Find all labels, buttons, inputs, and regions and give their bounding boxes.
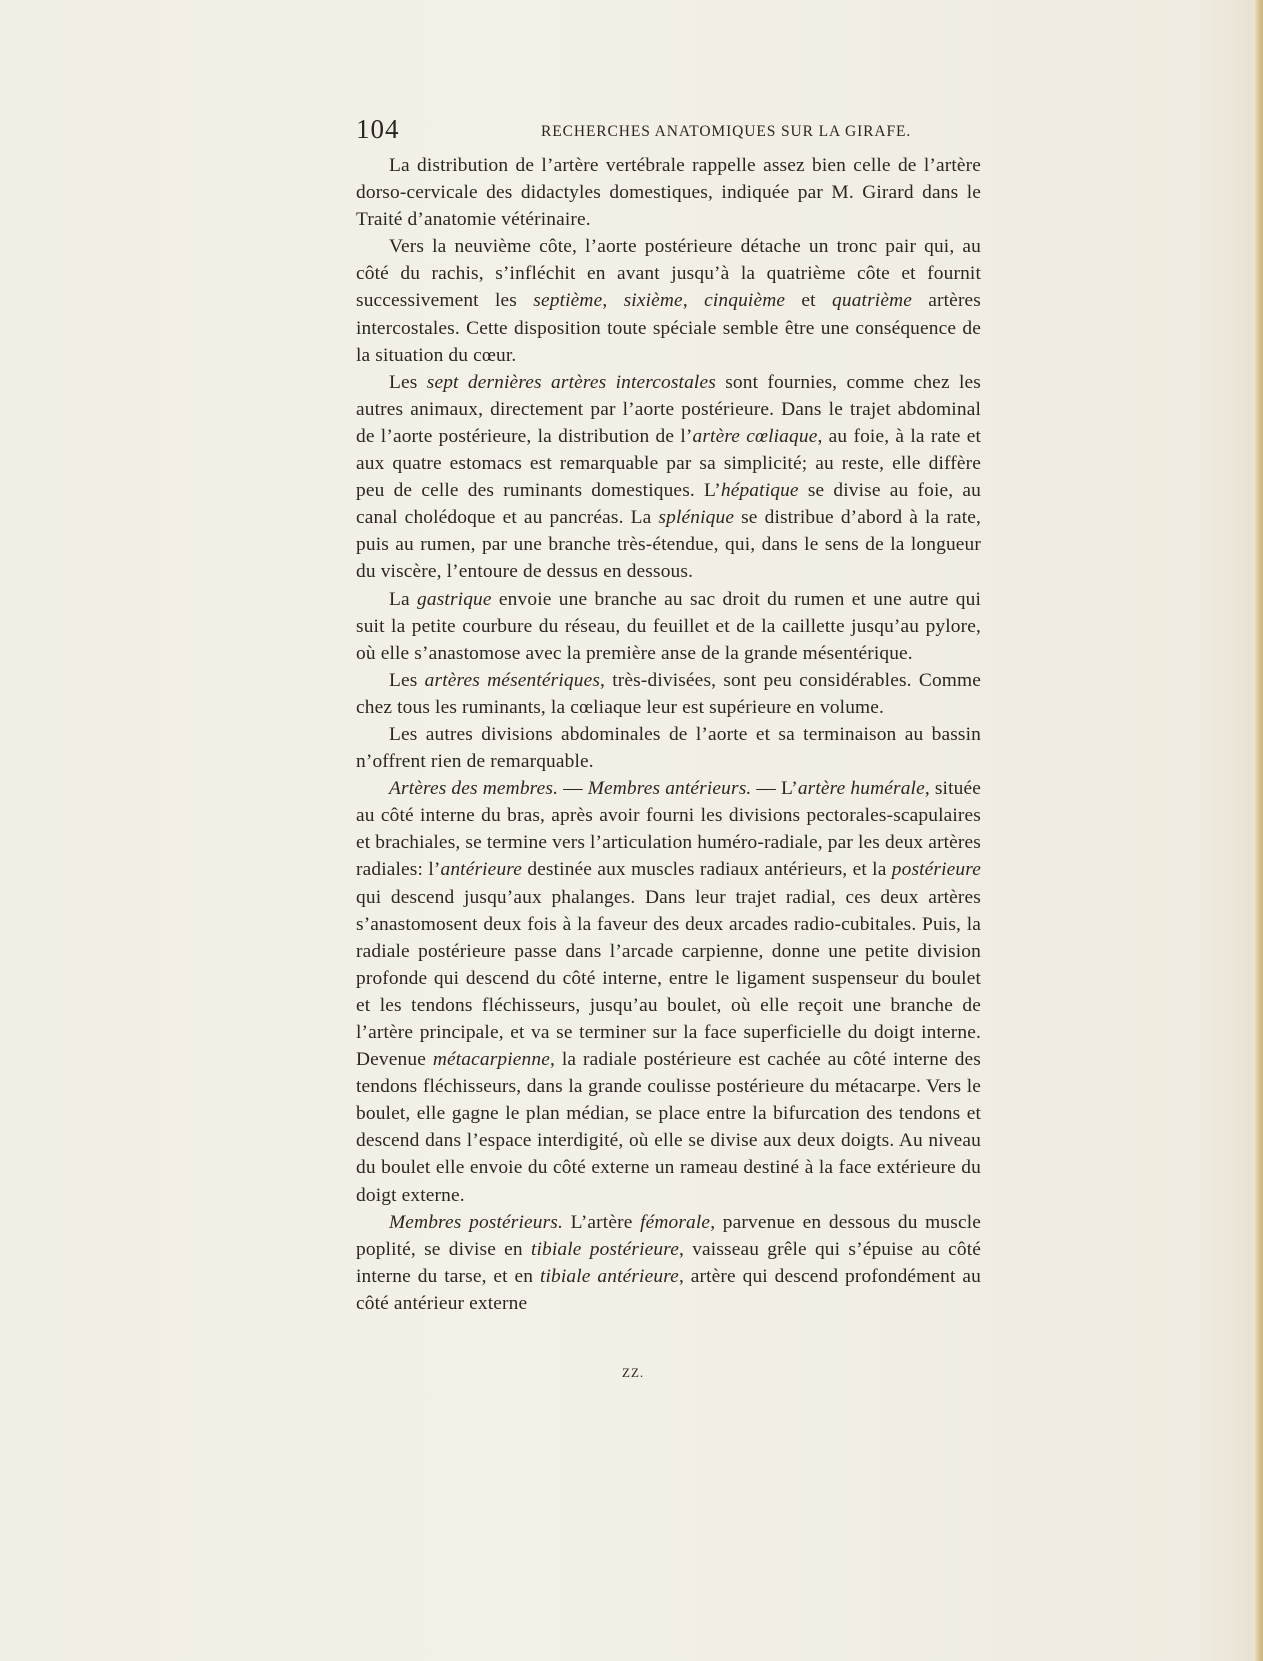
paragraph — [356, 721, 981, 775]
text-segment: , vaisseau grêle qui s’épuise au côté interne du tarse, et en — [356, 1238, 982, 1287]
text-segment: , très-divisées, sont peu considérables. Comme chez tous les ruminants, la cœliaque leur est supérieure en volume. — [356, 669, 982, 718]
text-segment: La — [389, 588, 418, 610]
italic-segment: sept dernières artères intercostales — [426, 371, 716, 393]
text-segment: Les — [389, 669, 425, 691]
text-segment: Les autres divisions abdominales de l’aorte et sa terminaison au bassin n’offrent rien de remarquable. — [356, 723, 981, 773]
text-segment: , — [682, 290, 705, 312]
italic-segment: septième — [533, 290, 603, 312]
paragraph — [356, 1209, 981, 1317]
italic-segment: Artères des membres. — [389, 778, 559, 800]
italic-segment: splénique — [658, 507, 735, 529]
text-segment: La distribution de l’artère vertébrale rappelle assez bien celle de l’artère dorso-cervicale des didactyles domestiques, indiquée par M. Girard dans le Traité d’anatomie vétérinaire. — [356, 155, 981, 231]
italic-segment: métacarpienne — [432, 1049, 551, 1071]
italic-segment: hépatique — [720, 480, 799, 502]
paragraph — [356, 233, 981, 368]
italic-segment: gastrique — [417, 588, 492, 610]
text-segment: , la radiale postérieure est cachée au côté interne des tendons fléchisseurs, dans la grande coulisse postérieure du métacarpe. Vers le boulet, elle gagne le plan médian, se place entre la bifurcation des tendons et descend dans l’espace interdigité, où elle se divise aux deux doigts. Au niveau du boulet elle envoie du côté externe un rameau destiné à la face extérieure du doigt externe. — [356, 1049, 981, 1206]
page-header — [356, 114, 978, 146]
running-head: RECHERCHES ANATOMIQUES SUR LA GIRAFE. — [541, 123, 912, 140]
text-segment: Vers la neuvième côte, l’aorte postérieure détache un tronc pair qui, au côté du rachis, s’infléchit en avant jusqu’à la quatrième côte et fournit successivement les — [356, 236, 981, 312]
text-segment: se divise au foie, au canal cholédoque et au pancréas. La — [356, 480, 982, 529]
signature-mark: ZZ. — [622, 1365, 645, 1380]
paragraph — [356, 775, 981, 1209]
text-segment: — L’ — [751, 778, 798, 800]
italic-segment: Membres antérieurs. — [587, 778, 752, 800]
text-segment: Les — [389, 371, 427, 393]
text-segment: , au foie, à la rate et aux quatre estomacs est remarquable par sa simplicité; au reste, elle diffère peu de celle des ruminants domestiques. L’ — [356, 425, 981, 502]
italic-segment: quatrième — [832, 290, 912, 312]
italic-segment: tibiale antérieure — [539, 1265, 679, 1287]
text-segment: destinée aux muscles radiaux antérieurs, et la — [522, 859, 892, 881]
italic-segment: antérieure — [440, 859, 523, 881]
italic-segment: artère humérale — [797, 778, 925, 800]
paragraph — [356, 667, 981, 721]
text-segment: envoie une branche au sac droit du rumen et une autre qui suit la petite courbure du réseau, du feuillet et de la caillette jusqu’au pylore, où elle s’anastomose avec la première anse de la grande mésentérique. — [356, 588, 981, 664]
italic-segment: postérieure — [891, 859, 981, 881]
text-segment: , parvenue en dessous du muscle poplité, se divise en — [356, 1211, 981, 1260]
text-segment: L’artère — [563, 1211, 641, 1233]
italic-segment: sixième — [623, 290, 683, 312]
text-segment: , — [602, 290, 624, 312]
body-text — [356, 152, 981, 1317]
text-segment: , artère qui descend profondément au côté antérieur externe — [356, 1265, 981, 1314]
text-segment: sont fournies, comme chez les autres animaux, directement par l’aorte postérieure. Dans le trajet abdominal de l’aorte postérieure, la distribution de l’ — [356, 371, 981, 447]
italic-segment: fémorale — [640, 1211, 711, 1233]
text-segment: artères intercostales. Cette disposition toute spéciale semble être une conséquence de la situation du cœur. — [356, 290, 982, 366]
italic-segment: artères mésentériques — [424, 669, 601, 691]
italic-segment: tibiale postérieure — [530, 1238, 679, 1260]
paragraph — [356, 369, 981, 586]
text-segment: et — [785, 290, 833, 312]
text-segment: , située au côté interne du bras, après avoir fourni les divisions pectorales-scapulaires et brachiales, se termine vers l’articulation huméro-radiale, par les deux artères radiales: l’ — [356, 778, 981, 881]
italic-segment: artère cœliaque — [692, 425, 818, 447]
page-number: 104 — [356, 114, 400, 144]
page-edge — [1253, 0, 1263, 1661]
italic-segment: Membres postérieurs. — [389, 1211, 563, 1233]
italic-segment: cinquième — [704, 290, 786, 312]
paragraph — [356, 586, 981, 667]
text-segment: se distribue d’abord à la rate, puis au rumen, par une branche très-étendue, qui, dans le sens de la longueur du viscère, l’entoure de dessus en dessous. — [356, 507, 981, 583]
text-segment: — — [558, 778, 588, 800]
text-segment: qui descend jusqu’aux phalanges. Dans leur trajet radial, ces deux artères s’anastomosent deux fois à la faveur des deux arcades radio-cubitales. Puis, la radiale postérieure passe dans l’arcade carpienne, donne une petite division profonde qui descend du côté interne, entre le ligament suspenseur du boulet et les tendons fléchisseurs, jusqu’au boulet, où elle reçoit une branche de l’artère principale, et va se terminer sur la face superficielle du doigt interne. Devenue — [356, 886, 981, 1071]
paragraph — [356, 152, 981, 233]
